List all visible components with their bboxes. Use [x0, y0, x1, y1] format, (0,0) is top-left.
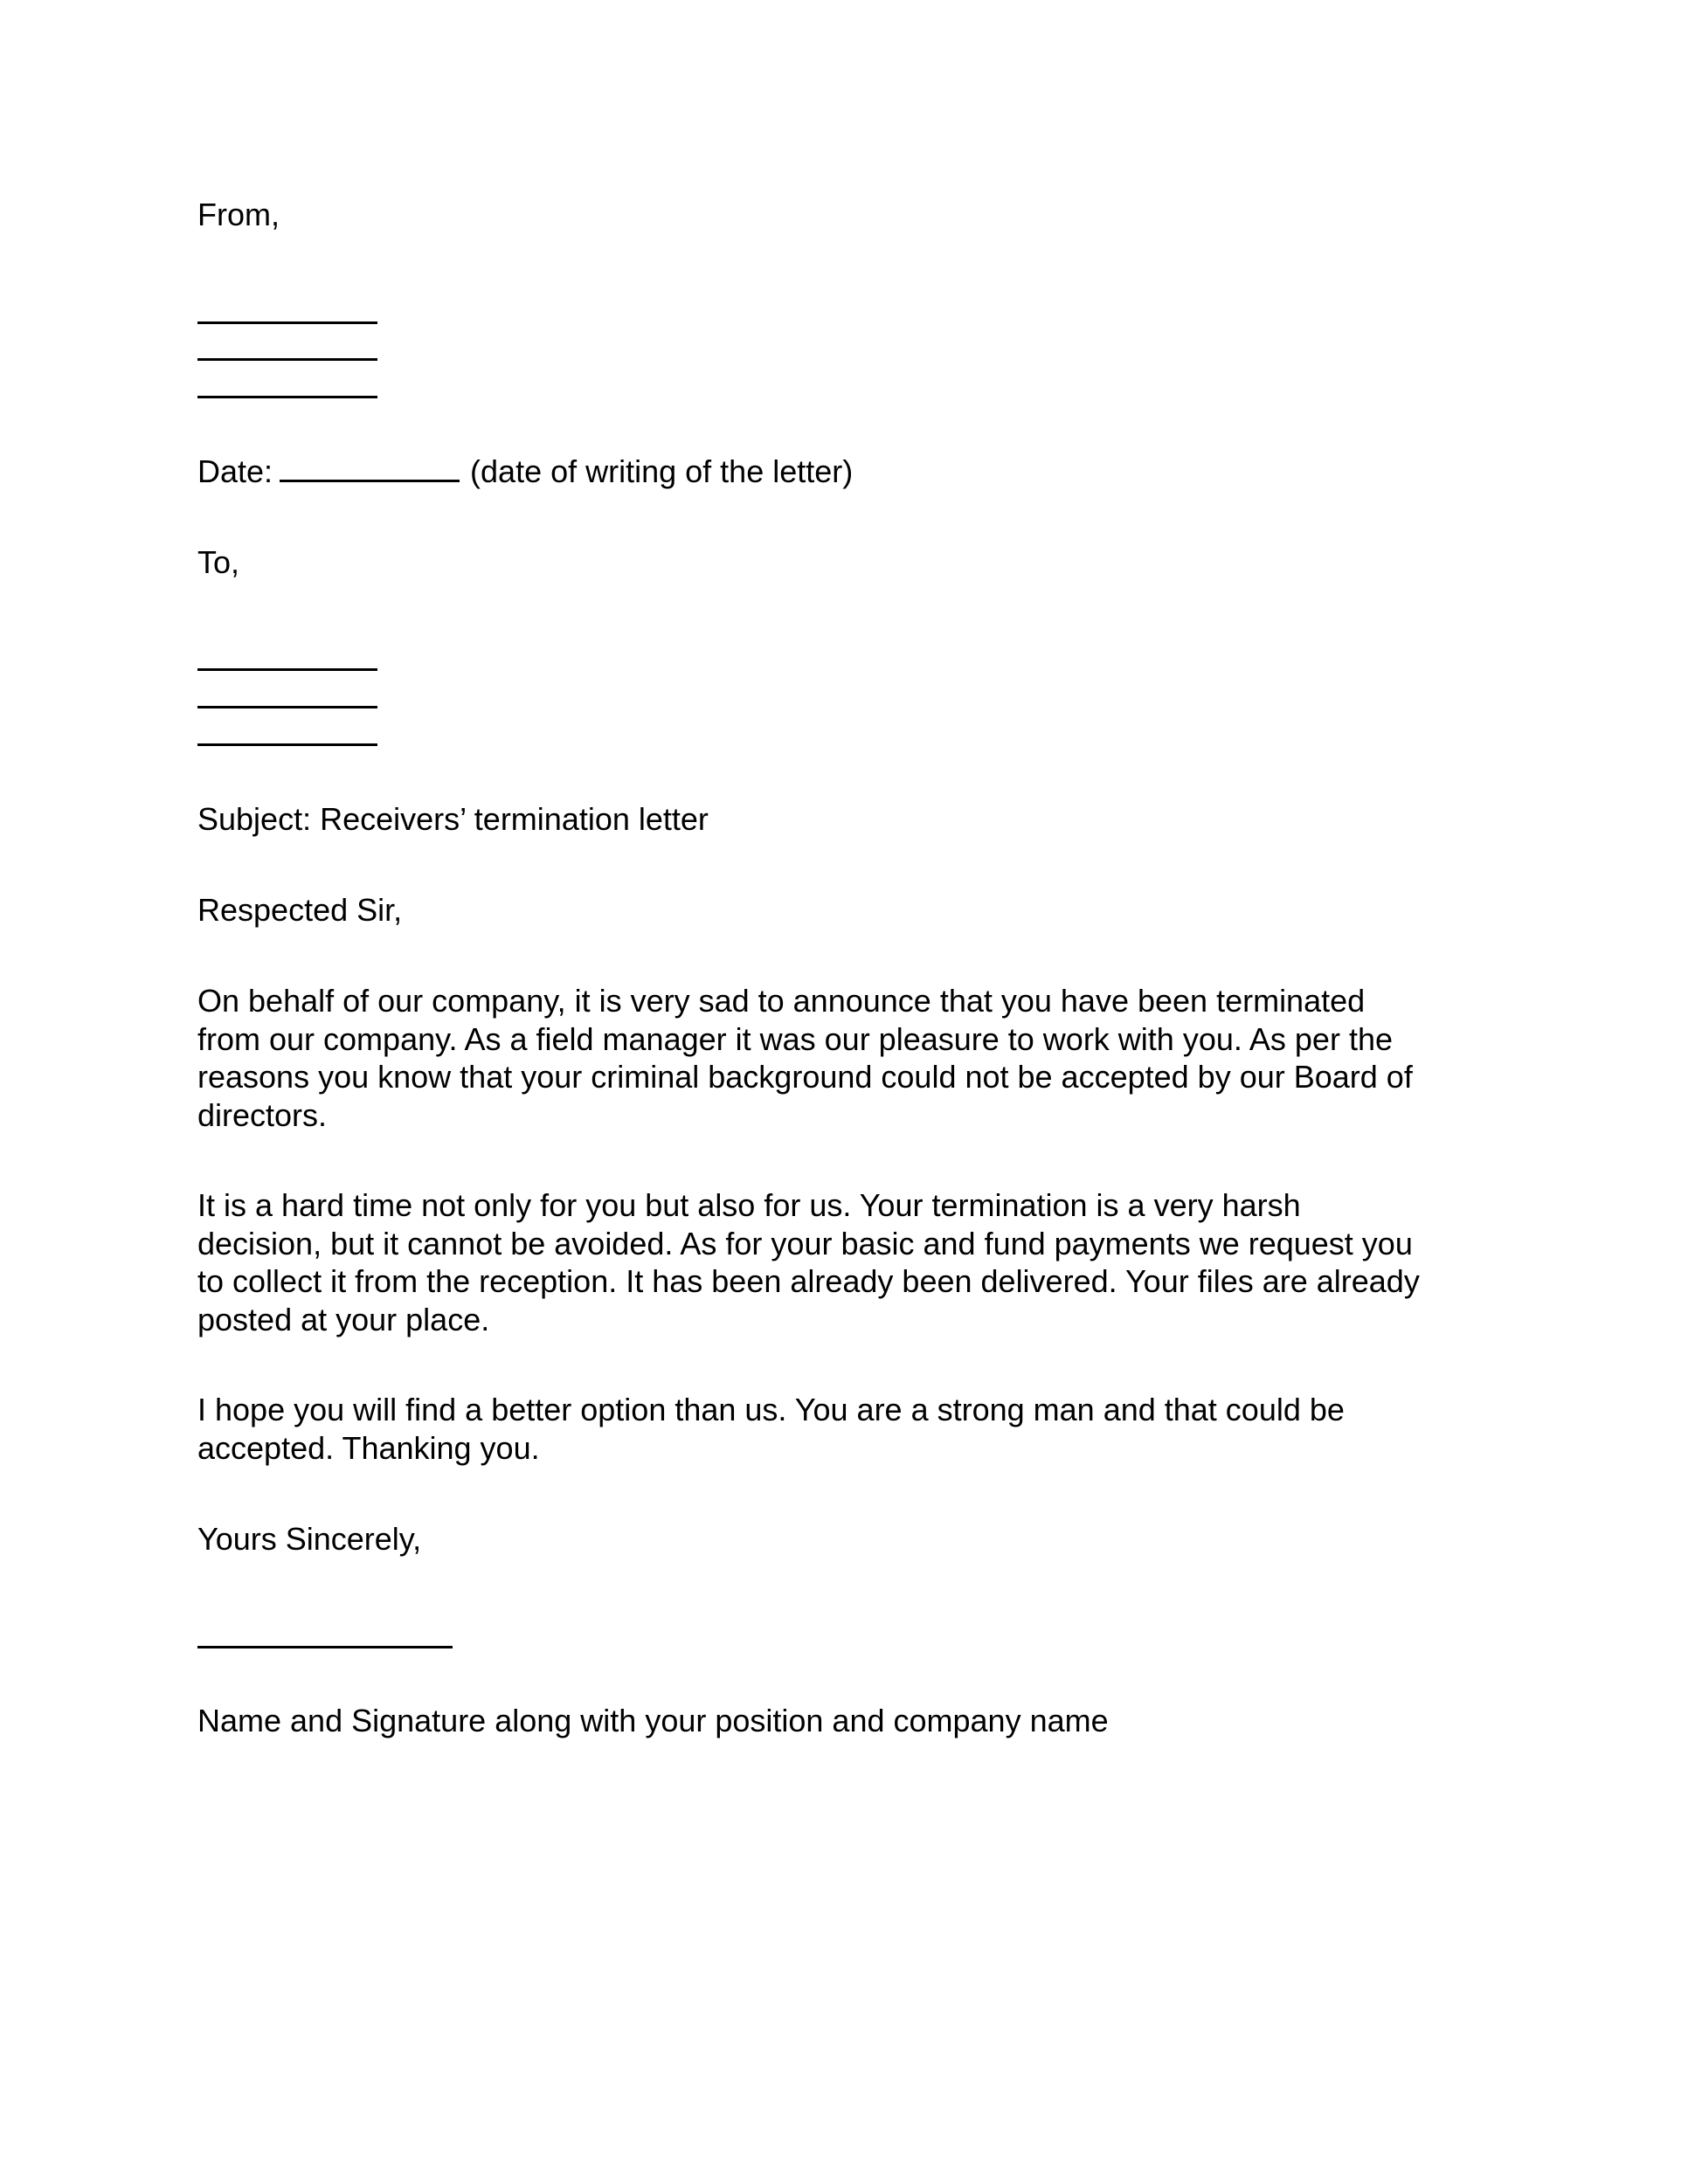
date-label: Date: [197, 453, 273, 489]
body-paragraph-1 [197, 982, 1499, 1134]
recipient-blank-line-1 [197, 668, 377, 671]
closing: Yours Sincerely, [197, 1521, 422, 1557]
paragraph-line: from our company. As a field manager it was our pleasure to work with you. As per the [197, 1020, 1393, 1057]
signature-note: Name and Signature along with your position and company name [197, 1703, 1109, 1738]
to-label: To, [197, 544, 240, 580]
signature-blank-line [197, 1646, 453, 1648]
paragraph-line: accepted. Thanking you. [197, 1429, 540, 1466]
sender-blank-line-3 [197, 396, 377, 398]
subject-line: Subject: Receivers’ termination letter [197, 801, 709, 837]
date-hint: (date of writing of the letter) [470, 453, 854, 489]
paragraph-line: decision, but it cannot be avoided. As for your basic and fund payments we request you [197, 1225, 1413, 1261]
from-label: From, [197, 197, 280, 232]
paragraph-line: posted at your place. [197, 1301, 490, 1337]
date-line [197, 453, 853, 491]
recipient-blank-line-2 [197, 706, 377, 708]
body-paragraph-2 [197, 1186, 1499, 1338]
paragraph-line: reasons you know that your criminal background could not be accepted by our Board of [197, 1059, 1413, 1095]
body-paragraph-3 [197, 1391, 1499, 1467]
sender-blank-line-1 [197, 321, 377, 324]
date-blank [280, 453, 460, 482]
recipient-blank-line-3 [197, 743, 377, 746]
paragraph-line: I hope you will find a better option than us. You are a strong man and that could be [197, 1392, 1345, 1427]
paragraph-line: to collect it from the reception. It has been already been delivered. Your files are already [197, 1263, 1420, 1299]
paragraph-line: It is a hard time not only for you but also for us. Your termination is a very harsh [197, 1187, 1301, 1223]
sender-blank-line-2 [197, 358, 377, 361]
paragraph-line: directors. [197, 1096, 328, 1133]
paragraph-line: On behalf of our company, it is very sad to announce that you have been terminated [197, 983, 1366, 1019]
salutation: Respected Sir, [197, 892, 403, 928]
